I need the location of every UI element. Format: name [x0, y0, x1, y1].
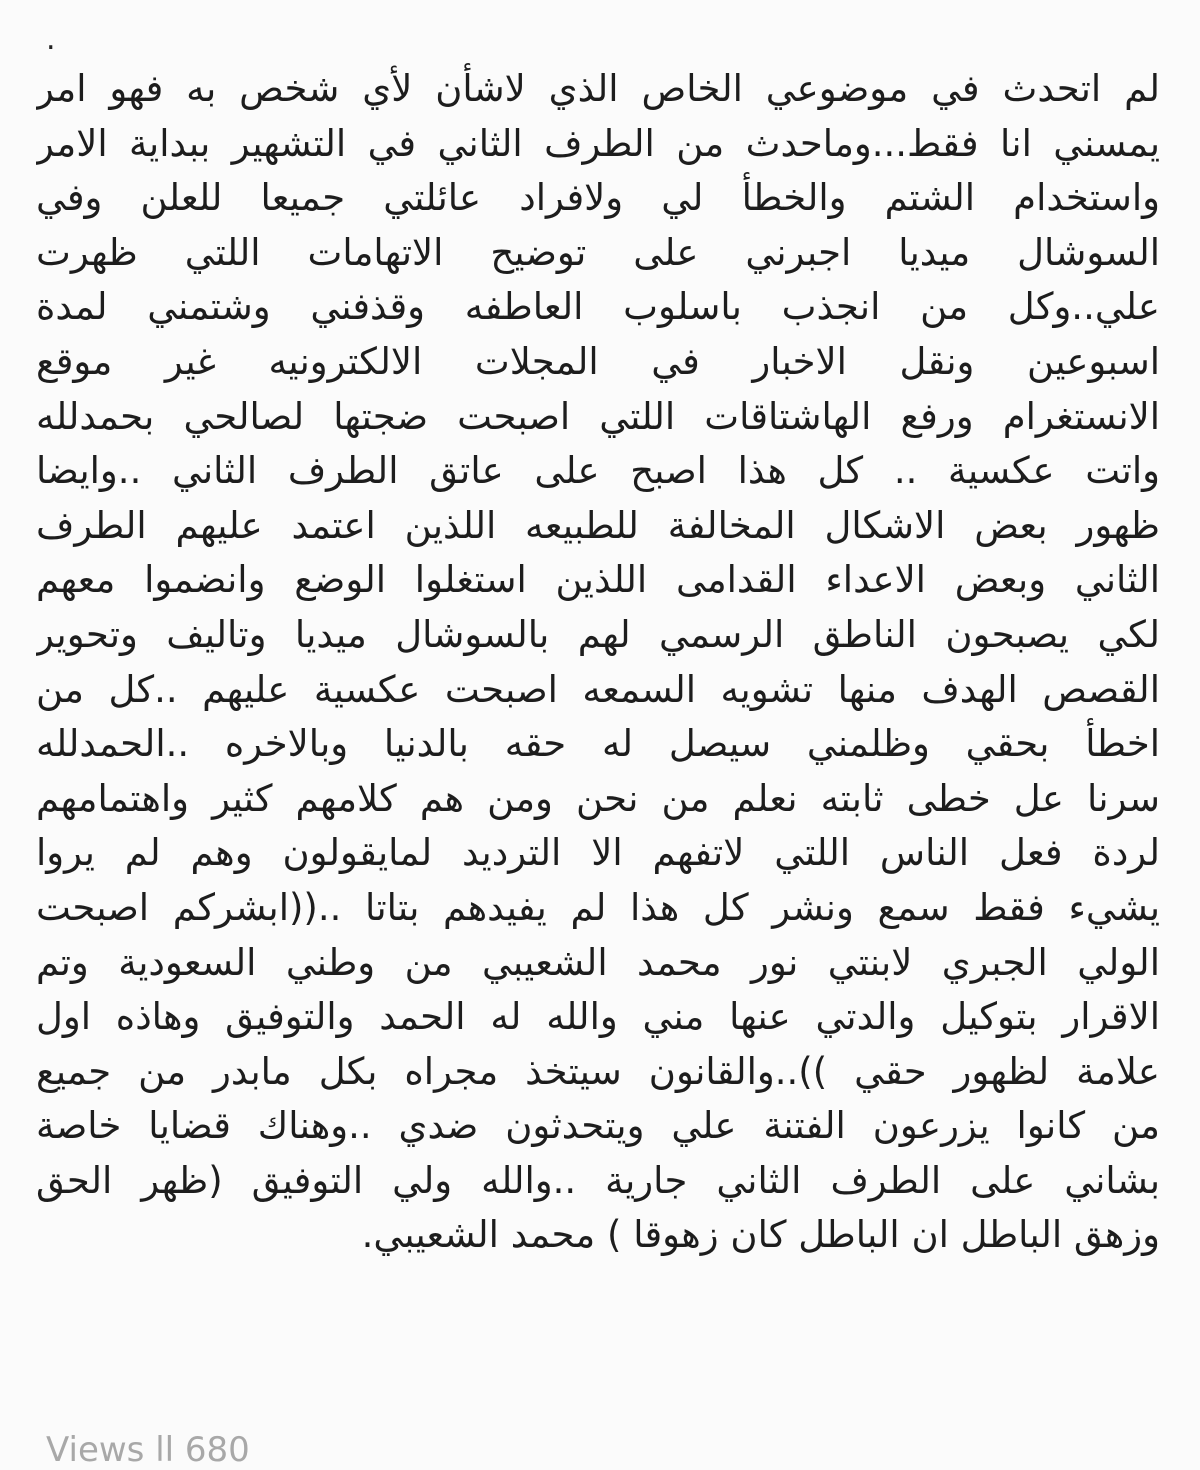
post-line: علي..وكل من انجذب باسلوب العاطفه وقذفني وشتمني لمدة — [36, 285, 1160, 329]
post-line: اخطأ بحقي وظلمني سيصل له حقه بالدنيا وبالاخره ..الحمدلله — [36, 722, 1160, 766]
post-line: سرنا عل خطى ثابته نعلم من نحن ومن هم كلامهم كثير واهتمامهم — [36, 776, 1160, 820]
leading-dot: . — [46, 22, 56, 57]
post-line: واستخدام الشتم والخطأ لي ولافراد عائلتي جميعا للعلن وفي — [36, 176, 1160, 220]
post-text — [36, 62, 1160, 1263]
post-line-signature: وزهق الباطل ان الباطل كان زهوقا ) محمد الشعيبي. — [361, 1213, 1160, 1257]
post-line: من كانوا يزرعون الفتنة علي ويتحدثون ضدي ..وهناك قضايا خاصة — [36, 1104, 1160, 1148]
post-line: الولي الجبري لابنتي نور محمد الشعيبي من وطني السعودية وتم — [36, 940, 1160, 984]
post-line: السوشال ميديا اجبرني على توضيح الاتهامات اللتي ظهرت — [36, 230, 1160, 274]
views-count: Views ll 680 — [46, 1430, 250, 1470]
post-line: الثاني وبعض الاعداء القدامى اللذين استغلوا الوضع وانضموا معهم — [36, 558, 1160, 602]
post-line: علامة لظهور حقي ))..والقانون سيتخذ مجراه بكل مابدر من جميع — [36, 1049, 1160, 1093]
post-line: القصص الهدف منها تشويه السمعه اصبحت عكسية عليهم ..كل من — [36, 667, 1160, 711]
post-line: الاقرار بتوكيل والدتي عنها مني والله له الحمد والتوفيق وهاذه اول — [36, 995, 1160, 1039]
post-line: لكي يصبحون الناطق الرسمي لهم بالسوشال ميديا وتاليف وتحوير — [36, 612, 1160, 656]
post-line: ظهور بعض الاشكال المخالفة للطبيعه اللذين اعتمد عليهم الطرف — [36, 503, 1160, 547]
post-line: واتت عكسية .. كل هذا اصبح على عاتق الطرف الثاني ..وايضا — [36, 449, 1160, 493]
post-line: يمسني انا فقط...وماحدث من الطرف الثاني في التشهير ببداية الامر — [36, 121, 1160, 165]
post-line: لم اتحدث في موضوعي الخاص الذي لاشأن لأي شخص به فهو امر — [36, 67, 1160, 110]
post-line: بشاني على الطرف الثاني جارية ..والله ولي التوفيق (ظهر الحق — [36, 1158, 1160, 1202]
post-line: الانستغرام ورفع الهاشتاقات اللتي اصبحت ضجتها لصالحي بحمدلله — [36, 394, 1160, 438]
post-line: يشيء فقط سمع ونشر كل هذا لم يفيدهم بتاتا ..((ابشركم اصبحت — [36, 885, 1160, 929]
post-line: اسبوعين ونقل الاخبار في المجلات الالكترونيه غير موقع — [36, 339, 1160, 383]
post-line: لردة فعل الناس اللتي لاتفهم الا الترديد لمايقولون وهم لم يروا — [36, 831, 1160, 875]
